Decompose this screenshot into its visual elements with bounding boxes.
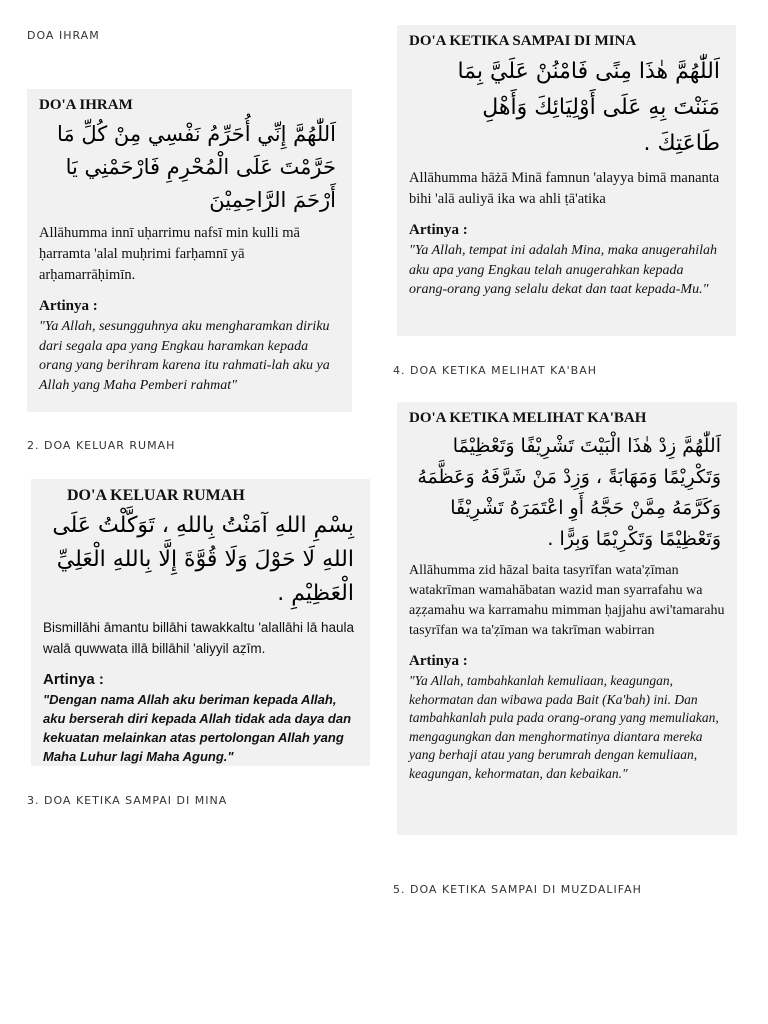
doa-melihat-kabah-title: DO'A KETIKA MELIHAT KA'BAH bbox=[409, 410, 647, 426]
doa-sampai-mina-card bbox=[397, 25, 736, 336]
doa-ihram-title: DO'A IHRAM bbox=[39, 97, 133, 113]
caption-doa-melihat-kabah: 4. DOA KETIKA MELIHAT KA'BAH bbox=[393, 364, 597, 377]
doa-keluar-rumah-artinya-label: Artinya : bbox=[43, 671, 104, 688]
doa-keluar-rumah-translation: "Dengan nama Allah aku beriman kepada Allah, aku berserah diri kepada Allah tidak ada daya dan kekuatan melainkan atas pertolongan Allah yang Maha Luhur lagi Maha Agung." bbox=[43, 692, 352, 764]
caption-doa-sampai-muzdalifah: 5. DOA KETIKA SAMPAI DI MUZDALIFAH bbox=[393, 883, 642, 896]
doa-sampai-mina-artinya-label: Artinya : bbox=[409, 222, 468, 238]
doa-ihram-artinya-label: Artinya : bbox=[39, 298, 98, 314]
doa-keluar-rumah-title: DO'A KELUAR RUMAH bbox=[67, 487, 245, 504]
doa-keluar-rumah-transliteration: Bismillāhi āmantu billāhi tawakkaltu 'alallāhi lā haula walā quwwata illā billāhil 'aliyyil aẓīm. bbox=[43, 620, 354, 656]
doa-sampai-mina-arabic: اَللّٰهُمَّ هٰذَا مِنًى فَامْنُنْ عَلَيَّ بِمَا مَنَنْتَ بِهِ عَلَى أَوْلِيَائِكَ وَأَهْلِ طَاعَتِكَ . bbox=[457, 59, 720, 156]
doa-melihat-kabah-translation: "Ya Allah, tambahkanlah kemuliaan, keagungan, kehormatan dan wibawa pada Bait (Ka'bah) ini. Dan tambahkanlah pula pada orang-orang yang memuliakan, mengagungkan dan menghormatinya diantara mereka yang berhaji atau yang berumrah dengan kemuliaan, keagungan, kehormatan, dan kebaikan." bbox=[409, 673, 719, 781]
doa-keluar-rumah-card bbox=[31, 479, 370, 766]
doa-melihat-kabah-artinya-label: Artinya : bbox=[409, 653, 468, 669]
doa-ihram-arabic: اَللّٰهُمَّ إِنِّي أُحَرِّمُ نَفْسِي مِنْ كُلِّ مَا حَرَّمْتَ عَلَى الْمُحْرِمِ فَارْحَمْنِي يَا أَرْحَمَ الرَّاحِمِيْنَ bbox=[57, 122, 336, 212]
doa-sampai-mina-transliteration: Allāhumma hāżā Minā famnun 'alayya bimā mananta bihi 'alā auliyā ika wa ahli ṭā'atika bbox=[409, 170, 720, 207]
doa-melihat-kabah-card bbox=[397, 402, 737, 835]
caption-doa-ihram: DOA IHRAM bbox=[27, 29, 100, 42]
doa-keluar-rumah-arabic: بِسْمِ اللهِ آمَنْتُ بِاللهِ ، تَوَكَّلْتُ عَلَى اللهِ لَا حَوْلَ وَلَا قُوَّةَ إِلَّا بِاللهِ الْعَلِيِّ الْعَظِيْمِ . bbox=[52, 513, 354, 606]
doa-sampai-mina-title: DO'A KETIKA SAMPAI DI MINA bbox=[409, 33, 637, 49]
doa-melihat-kabah-arabic: اَللّٰهُمَّ زِدْ هٰذَا الْبَيْتَ تَشْرِيْفًا وَتَعْظِيْمًا وَتَكْرِيْمًا وَمَهَابَةً ، وَزِدْ مَنْ شَرَّفَهُ وَعَظَّمَهُ وَكَرَّمَهُ مِمَّنْ حَجَّهُ أَوِ اعْتَمَرَهُ تَشْرِيْفًا وَتَعْظِيْمًا وَتَكْرِيْمًا وَبِرًّا . bbox=[417, 435, 721, 550]
doa-ihram-card bbox=[27, 89, 352, 412]
caption-doa-keluar-rumah: 2. DOA KELUAR RUMAH bbox=[27, 439, 176, 452]
doa-ihram-translation: "Ya Allah, sesungguhnya aku mengharamkan diriku dari segala apa yang Engkau haramkan kepada orang yang berihram karena itu rahmati-lah aku ya Allah yang Maha Pemberi rahmat" bbox=[39, 319, 330, 393]
doa-ihram-transliteration: Allāhumma innī uḥarrimu nafsī min kulli mā ḥarramta 'alal muḥrimi farḥamnī yā arḥamarrāḥimīn. bbox=[39, 225, 300, 283]
doa-sampai-mina-translation: "Ya Allah, tempat ini adalah Mina, maka anugerahilah aku apa yang Engkau telah anugerahkan kepada orang-orang yang selalu dekat dan taat kepada-Mu." bbox=[409, 243, 718, 297]
doa-melihat-kabah-transliteration: Allāhumma zid hāzal baita tasyrīfan wata'ẓīman watakrīman wamahābatan wazid man syarrafahu wa aẓẓamahu wa karramahu mimman ḥajjahu awi'tamarahu tasyrīfan wa ta'ẓīman wa takrīman wabirran bbox=[409, 563, 725, 638]
caption-doa-sampai-mina: 3. DOA KETIKA SAMPAI DI MINA bbox=[27, 794, 228, 807]
